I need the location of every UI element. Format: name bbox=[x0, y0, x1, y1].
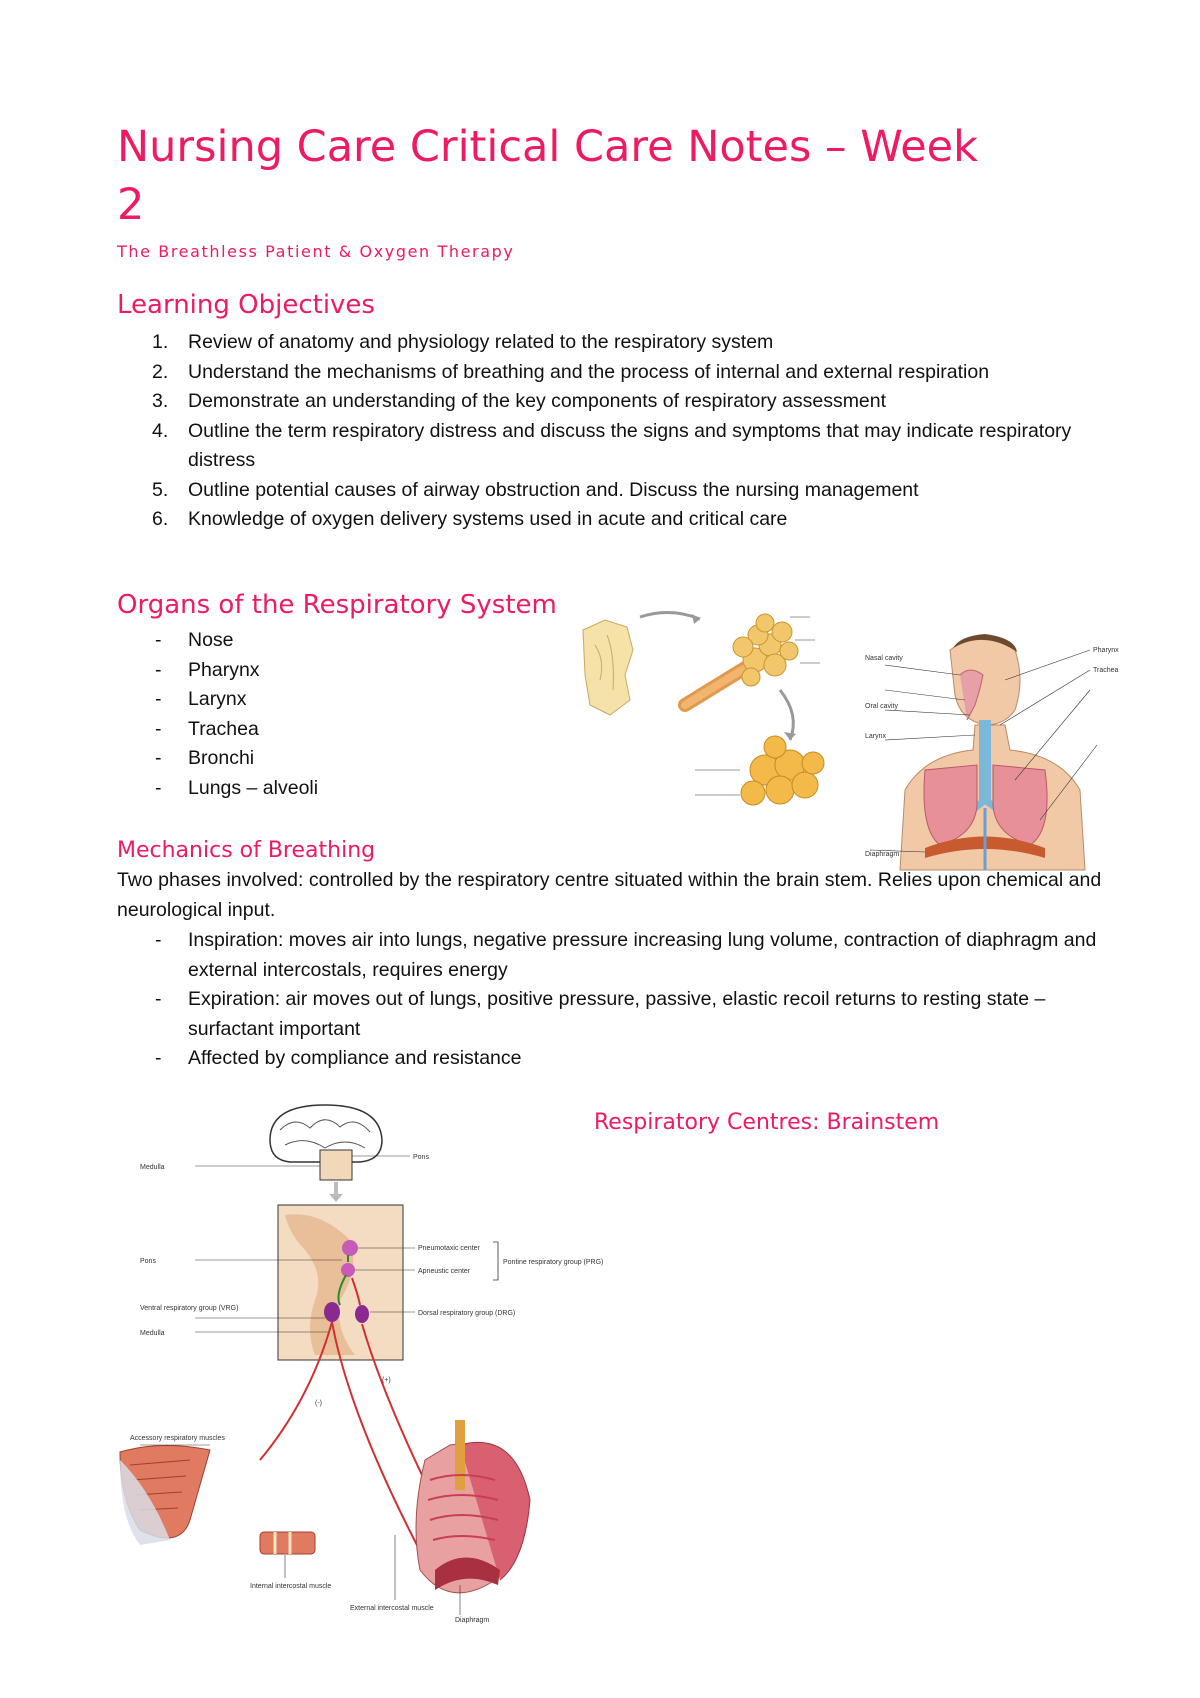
label-prg: Pontine respiratory group (PRG) bbox=[503, 1259, 604, 1266]
label-pons-side: Pons bbox=[140, 1258, 156, 1265]
label-diaphragm: Diaphragm bbox=[455, 1617, 490, 1624]
organs-heading: Organs of the Respiratory System bbox=[117, 590, 557, 620]
label-drg: Dorsal respiratory group (DRG) bbox=[418, 1310, 516, 1317]
label-diaphragm-human: Diaphragm bbox=[865, 851, 900, 858]
list-item: - Lungs – alveoli bbox=[155, 776, 319, 799]
list-item: - Affected by compliance and resistance bbox=[155, 1047, 522, 1069]
label-internal-intercostal: Internal intercostal muscle bbox=[250, 1583, 332, 1590]
mechanics-list bbox=[117, 926, 1117, 1074]
mechanics-paragraph: Two phases involved: controlled by the respiratory centre situated within the brain stem. Relies upon chemical and neurological input. bbox=[117, 869, 1102, 921]
learning-objectives-heading: Learning Objectives bbox=[117, 290, 375, 320]
label-apneustic-center: Apneustic center bbox=[418, 1268, 471, 1275]
page-title: Nursing Care Critical Care Notes – Week 2 bbox=[117, 122, 979, 230]
list-item: 3. Demonstrate an understanding of the key components of respiratory assessment bbox=[152, 390, 887, 412]
list-item: - Expiration: air moves out of lungs, positive pressure, passive, elastic recoil returns to resting state – surfactant important bbox=[155, 988, 1046, 1040]
alveoli-illustration bbox=[575, 605, 840, 815]
label-nasal-cavity: Nasal cavity bbox=[865, 655, 903, 662]
respiratory-centres-heading: Respiratory Centres: Brainstem bbox=[594, 1110, 940, 1135]
label-external-intercostal: External intercostal muscle bbox=[350, 1605, 434, 1612]
list-item: - Larynx bbox=[155, 688, 247, 710]
list-item: - Bronchi bbox=[155, 747, 255, 769]
label-plus: (+) bbox=[382, 1377, 391, 1384]
label-trachea: Trachea bbox=[1093, 667, 1119, 674]
list-item: 2. Understand the mechanisms of breathing and the process of internal and external respiration bbox=[152, 360, 990, 383]
learning-objectives-list bbox=[117, 328, 1117, 535]
mechanics-heading: Mechanics of Breathing bbox=[117, 838, 376, 863]
label-pons-top: Pons bbox=[413, 1154, 429, 1161]
label-pharynx: Pharynx bbox=[1093, 647, 1119, 654]
list-item: 1. Review of anatomy and physiology related to the respiratory system bbox=[152, 331, 774, 353]
label-larynx: Larynx bbox=[865, 733, 887, 740]
list-item: - Trachea bbox=[155, 717, 259, 740]
label-oral-cavity: Oral cavity bbox=[865, 703, 899, 710]
label-medulla-top: Medulla bbox=[140, 1164, 165, 1171]
list-item: 4. Outline the term respiratory distress and discuss the signs and symptoms that may indicate respiratory distress bbox=[152, 419, 1072, 471]
page-subtitle: The Breathless Patient & Oxygen Therapy bbox=[117, 242, 515, 261]
label-minus: (-) bbox=[315, 1400, 322, 1407]
label-vrg: Ventral respiratory group (VRG) bbox=[140, 1305, 239, 1312]
list-item: - Nose bbox=[155, 629, 234, 651]
label-accessory-muscles: Accessory respiratory muscles bbox=[130, 1435, 225, 1442]
label-pneumotaxic-center: Pneumotaxic center bbox=[418, 1245, 480, 1252]
brainstem-respiratory-centres-figure bbox=[120, 1100, 604, 1630]
label-medulla-side: Medulla bbox=[140, 1330, 165, 1337]
respiratory-system-illustration bbox=[865, 630, 1165, 870]
list-item: - Inspiration: moves air into lungs, negative pressure increasing lung volume, contraction of diaphragm and external intercostals, requires energy bbox=[155, 929, 1097, 981]
list-item: 5. Outline potential causes of airway obstruction and. Discuss the nursing management bbox=[152, 478, 919, 501]
list-item: - Pharynx bbox=[155, 658, 260, 681]
list-item: 6. Knowledge of oxygen delivery systems used in acute and critical care bbox=[152, 508, 788, 530]
organs-list bbox=[117, 626, 597, 803]
